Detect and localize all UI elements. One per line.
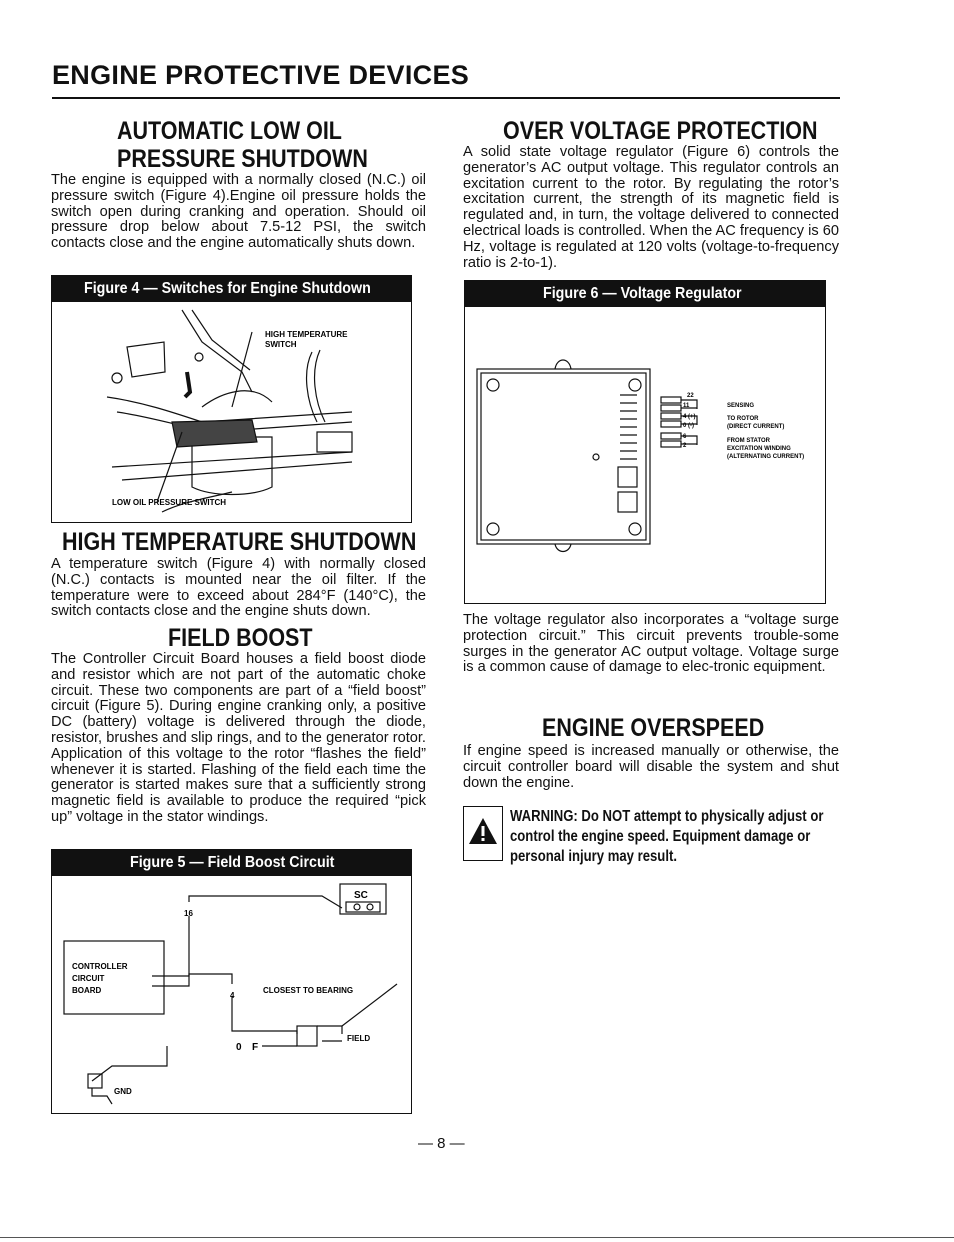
heading-high-temp: HIGH TEMPERATURE SHUTDOWN	[62, 528, 417, 556]
fig5-label-controller-2: CIRCUIT	[72, 974, 105, 983]
fig4-label-high-temp-1: HIGH TEMPERATURE	[265, 330, 348, 339]
field-boost-paragraph: The Controller Circuit Board houses a field boost diode and resistor which are not part of the automatic choke circuit. These two components are part of a “field boost” circuit (Figure 5). During engine cranking only, a positive DC (battery) voltage is delivered through the diode, resistor, brushes and slip rings, and to the generator rotor. Application of this voltage to the rotor “flashes the field” whenever it is started. Flashing of the field each time the generator is started makes sure that a sufficiently strong magnetic field is available to produce the required “pick up” voltage in the stator windings.	[51, 651, 426, 825]
fig6-label-11: 11	[683, 403, 690, 409]
page-number: — 8 —	[418, 1135, 465, 1152]
figure-4	[51, 275, 412, 523]
figure-5-diagram	[52, 876, 411, 1113]
fig6-label-to-rotor: TO ROTOR	[727, 416, 759, 422]
fig5-label-0: 0	[236, 1042, 242, 1053]
page-title: ENGINE PROTECTIVE DEVICES	[52, 60, 470, 90]
fig6-label-0m: 0 (-)	[683, 423, 694, 429]
figure-4-caption-bar	[52, 276, 411, 302]
figure-6	[464, 280, 826, 604]
heading-field-boost: FIELD BOOST	[168, 624, 313, 652]
fig5-label-field: FIELD	[347, 1034, 371, 1043]
fig6-label-ac: (ALTERNATING CURRENT)	[727, 454, 805, 460]
figure-6-diagram	[465, 307, 825, 603]
fig5-label-16: 16	[184, 909, 193, 918]
fig5-label-f: F	[252, 1042, 259, 1053]
fig5-label-closest: CLOSEST TO BEARING	[263, 986, 354, 995]
warning-icon	[463, 806, 503, 861]
over-voltage-paragraph: A solid state voltage regulator (Figure 6) controls the generator’s AC output voltage. This regulator controls an excitation current to the rotor. By regulating the rotor’s excitation current, the strength of its magnetic field is regulated and, in turn, the voltage delivered to connected electrical loads is controlled. When the AC frequency is 60 Hz, voltage is regulated at 120 volts (voltage-to-frequency ratio is 2-to-1).	[463, 144, 839, 271]
fig6-label-4p: 4 (+)	[683, 414, 696, 420]
figure-6-caption: Figure 6 — Voltage Regulator	[543, 285, 742, 302]
warning-icon-box	[463, 806, 503, 861]
fig5-label-controller-3: BOARD	[72, 986, 102, 995]
title-rule	[52, 97, 840, 99]
heading-overspeed: ENGINE OVERSPEED	[542, 714, 765, 742]
low-oil-paragraph: The engine is equipped with a normally closed (N.C.) oil pressure switch (Figure 4).Engine oil pressure holds the switch open during cranking and operation. Should oil pressure drop below about 7.5-12 PSI, the switch contacts close and the engine automatically shuts down.	[51, 172, 426, 252]
fig6-label-2: 2	[683, 443, 687, 449]
high-temp-paragraph: A temperature switch (Figure 4) with normally closed (N.C.) contacts is mounted near the oil filter. If the temperature were to exceed about 284°F (140°C), the switch contacts close and the engine shuts down.	[51, 556, 426, 620]
figure-6-caption-bar	[465, 281, 825, 307]
fig6-label-from-stator: FROM STATOR	[727, 438, 770, 444]
voltage-surge-paragraph: The voltage regulator also incorporates a “voltage surge protection circuit.” This circuit prevents trouble-some surges in the generator AC output voltage. Voltage surge is a common cause of damage to elec-tronic equipment.	[463, 612, 839, 676]
fig4-label-low-oil: LOW OIL PRESSURE SWITCH	[112, 498, 227, 507]
figure-4-caption: Figure 4 — Switches for Engine Shutdown	[84, 280, 371, 297]
fig6-label-6: 6	[683, 434, 687, 440]
heading-over-voltage: OVER VOLTAGE PROTECTION	[503, 117, 818, 145]
figure-5	[51, 849, 412, 1114]
fig6-label-22: 22	[687, 393, 694, 399]
heading-low-oil-2: PRESSURE SHUTDOWN	[117, 145, 368, 173]
bottom-edge-line	[0, 1237, 954, 1238]
fig5-label-4: 4	[230, 991, 235, 1000]
fig5-label-gnd: GND	[114, 1087, 132, 1096]
figure-4-illustration	[52, 302, 411, 522]
fig5-label-controller-1: CONTROLLER	[72, 962, 128, 971]
fig5-label-sc: SC	[354, 890, 368, 901]
fig4-label-high-temp-2: SWITCH	[265, 340, 297, 349]
fig6-label-dc: (DIRECT CURRENT)	[727, 424, 785, 430]
figure-5-caption-bar	[52, 850, 411, 876]
figure-5-caption: Figure 5 — Field Boost Circuit	[130, 854, 335, 871]
fig6-label-sensing: SENSING	[727, 403, 755, 409]
fig6-label-excitation: EXCITATION WINDING	[727, 446, 791, 452]
warning-text: WARNING: Do NOT attempt to physically adjust or control the engine speed. Equipment damage or personal injury may result.	[510, 808, 824, 865]
overspeed-paragraph: If engine speed is increased manually or otherwise, the circuit controller board will disable the system and shut down the engine.	[463, 743, 839, 791]
heading-low-oil-1: AUTOMATIC LOW OIL	[117, 117, 342, 145]
